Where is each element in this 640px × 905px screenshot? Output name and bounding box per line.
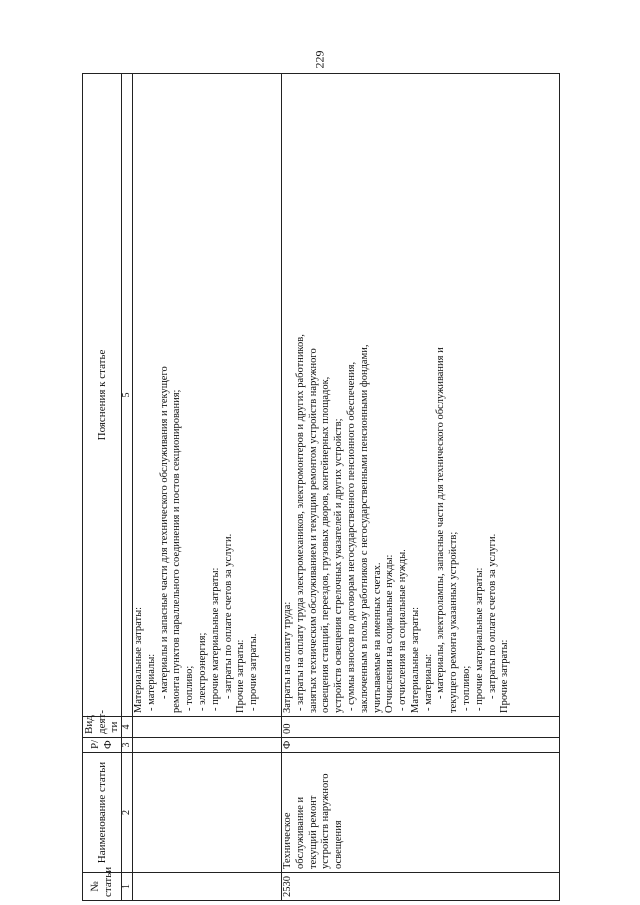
explanation-line: - прочие материальные затраты: <box>209 567 221 711</box>
explanation-line: учитываемые на именных счетах. <box>371 562 383 713</box>
explanation-line: - электроэнергия; <box>196 632 208 711</box>
activity-cell: 00 <box>281 717 559 738</box>
explanation-line: - прочие материальные затраты: <box>473 567 485 711</box>
page-number: 229 <box>312 50 327 69</box>
header-activity-type: Вид деят-ти <box>83 717 122 738</box>
explanation-line: ремонта пунктов параллельного соединения и постов секционирования; <box>171 389 183 713</box>
table-row <box>281 74 559 901</box>
explanation-line: - затраты на оплату труда электромехаников, электромонтеров и других работников, <box>294 334 306 711</box>
explanation-line: - материалы и запасные части для технического обслуживания и текущего <box>158 366 170 699</box>
table-row <box>132 74 281 901</box>
rotated-table-wrapper <box>82 73 560 901</box>
explanation-line: - материалы, электролампы, запасные части для технического обслуживания и <box>435 347 447 699</box>
header-item-number: № статьи <box>83 873 122 901</box>
column-number: 3 <box>121 738 132 753</box>
explanation-line: - прочие затраты. <box>248 633 260 711</box>
explanation-cell <box>281 74 559 717</box>
explanation-line: устройств освещения стрелочных указателей и других устройств; <box>333 418 345 713</box>
explanation-line: - суммы взносов по договорам негосударственного пенсионного обеспечения, <box>345 361 357 711</box>
explanation-line: занятых техническим обслуживанием и текущим ремонтом устройств наружного <box>307 348 319 713</box>
explanation-line: Прочие затраты: <box>235 639 247 713</box>
activity-cell <box>132 717 281 738</box>
explanation-line: - топливо; <box>461 665 473 711</box>
explanation-line: - отчисления на социальные нужды. <box>397 549 409 711</box>
header-explanation: Пояснения к статье <box>83 74 122 717</box>
explanation-line: Отчисления на социальные нужды: <box>384 554 396 713</box>
explanation-line: Прочие затраты: <box>499 639 511 713</box>
column-number: 1 <box>121 873 132 901</box>
item-name-cell: Техническое обслуживание и текущий ремонт устройств наружного освещения <box>281 753 559 873</box>
explanation-line: - материалы: <box>145 653 157 711</box>
explanation-line: освещения станций, переездов, грузовых дворов, контейнерных площадок, <box>320 376 332 713</box>
rf-cell: Ф <box>281 738 559 753</box>
expense-items-table <box>82 73 560 901</box>
explanation-line: Материальные затраты: <box>132 606 144 713</box>
column-number: 5 <box>121 74 132 717</box>
explanation-line: - затраты по оплате счетов за услуги. <box>486 533 498 699</box>
column-number: 2 <box>121 753 132 873</box>
rf-cell <box>132 738 281 753</box>
item-number-cell <box>132 873 281 901</box>
item-number-cell: 2530 <box>281 873 559 901</box>
column-number: 4 <box>121 717 132 738</box>
explanation-cell <box>132 74 281 717</box>
explanation-line: - затраты по оплате счетов за услуги. <box>222 533 234 699</box>
explanation-line: заключенным в пользу работников с негосударственными пенсионными фондами, <box>358 344 370 713</box>
explanation-line: Материальные затраты: <box>409 606 421 713</box>
explanation-line: - топливо; <box>184 665 196 711</box>
header-item-name: Наименование статьи <box>83 753 122 873</box>
explanation-line: - материалы: <box>422 653 434 711</box>
explanation-line: Затраты на оплату труда: <box>281 601 293 713</box>
explanation-line: текущего ремонта указанных устройств; <box>448 531 460 713</box>
column-number-row <box>121 74 132 901</box>
item-name-cell <box>132 753 281 873</box>
header-rf: Р/ Ф <box>83 738 122 753</box>
table-header-row <box>83 74 122 901</box>
